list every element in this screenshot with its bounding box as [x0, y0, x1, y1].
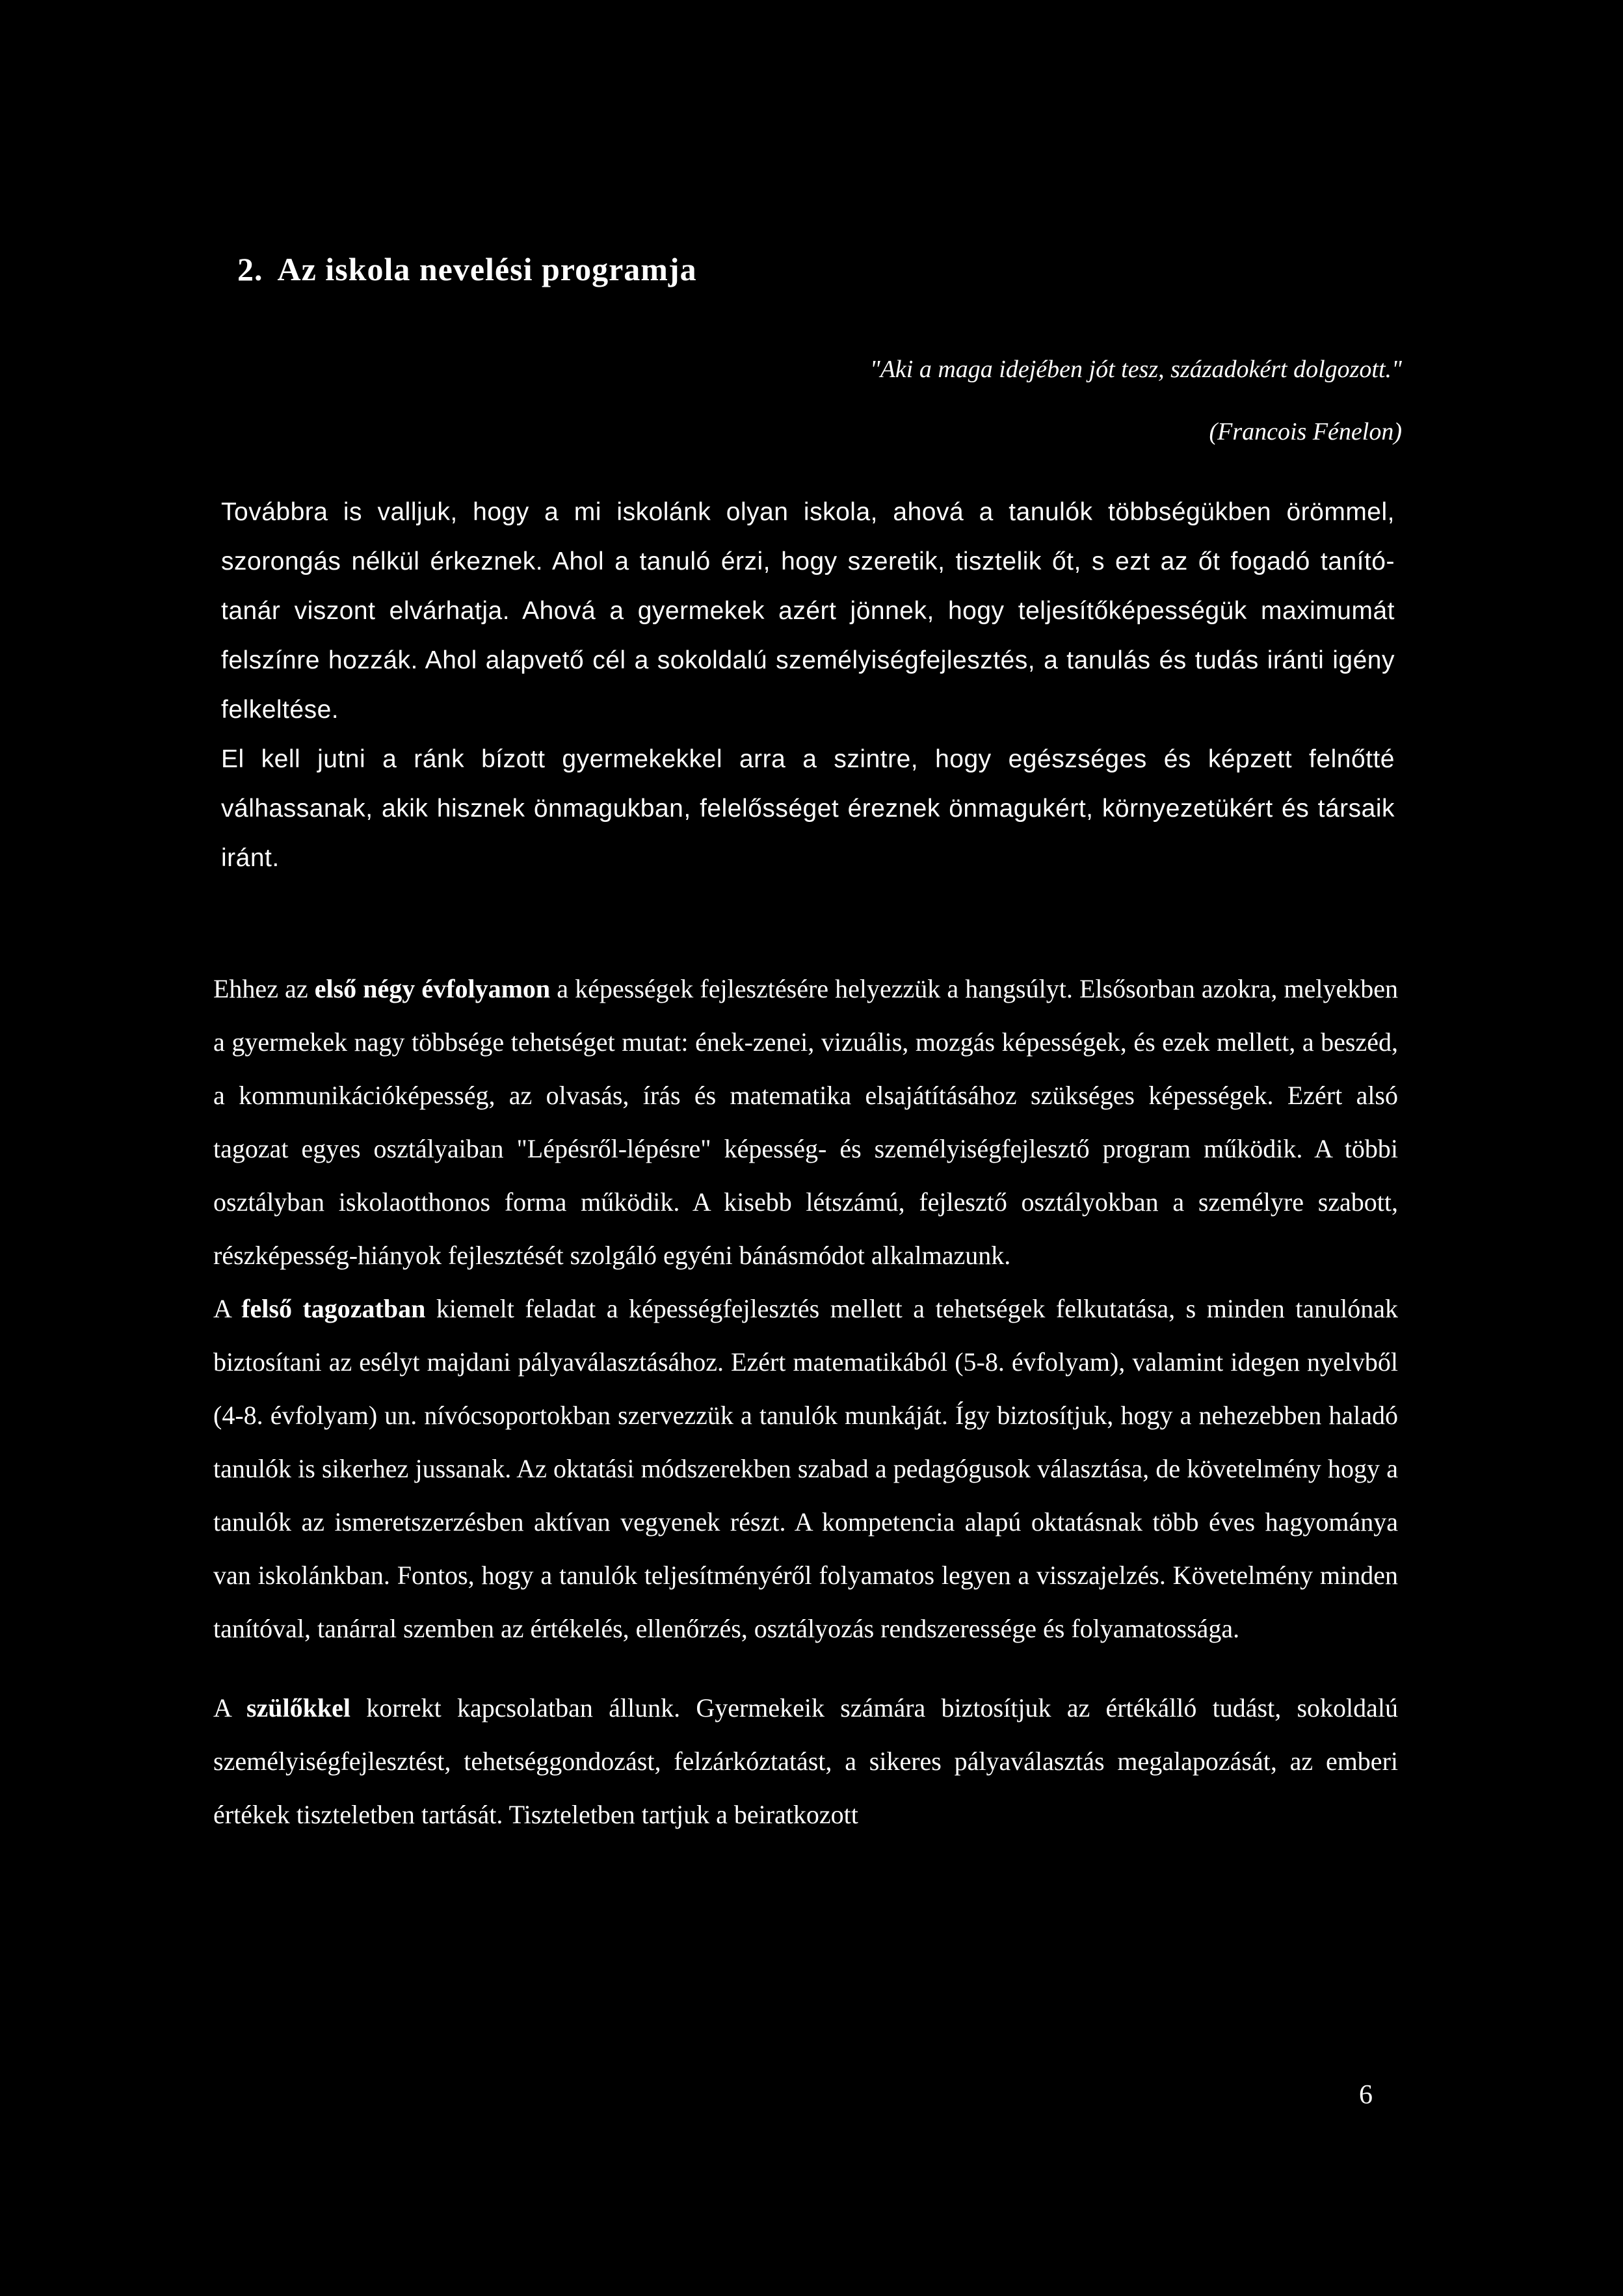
- motto-quote: "Aki a maga idejében jót tesz, századokért dolgozott.": [869, 356, 1402, 383]
- section-heading: [237, 250, 697, 288]
- emphasis-lower-grades: első négy évfolyamon: [314, 974, 551, 1003]
- paragraph-text: A: [213, 1693, 246, 1722]
- intro-paragraph-2: El kell jutni a ránk bízott gyermekekkel arra a szintre, hogy egészséges és képzett felnőtté válhassanak, akik hisznek önmagukban, felelősséget éreznek önmagukért, környezetükért és társaik iránt.: [221, 745, 1395, 872]
- paragraph-upper-grades: [213, 1282, 1398, 1656]
- intro-paragraph-1: Továbbra is valljuk, hogy a mi iskolánk olyan iskola, ahová a tanulók többségükben örömmel, szorongás nélkül érkeznek. Ahol a tanuló érzi, hogy szeretik, tisztelik őt, s ezt az őt fogadó tanító-tanár viszont elvárhatja. Ahová a gyermekek azért jönnek, hogy teljesítőképességük maximumát felszínre hozzák. Ahol alapvető cél a sokoldalú személyiségfejlesztés, a tanulás és tudás iránti igény felkeltése.: [221, 498, 1395, 724]
- emphasis-upper-grades: felső tagozatban: [241, 1294, 426, 1323]
- paragraph-parents: [213, 1682, 1398, 1841]
- paragraph-text: a képességek fejlesztésére helyezzük a hangsúlyt. Elsősorban azokra, melyekben a gyermekek nagy többsége tehetséget mutat: ének-zenei, vizuális, mozgás képességek, és ezek mellett, a beszéd, a kommunikációképesség, az olvasás, írás és matematika elsajátításához szükséges képességek. Ezért alsó tagozat egyes osztályaiban "Lépésről-lépésre" képesség- és személyiségfejlesztő program működik. A többi osztályban iskolaotthonos forma működik. A kisebb létszámú, fejlesztő osztályokban a személyre szabott, részképesség-hiányok fejlesztését szolgáló egyéni bánásmódot alkalmazunk.: [213, 974, 1399, 1270]
- emphasis-parents: szülőkkel: [246, 1693, 350, 1722]
- paragraph-lower-grades: [213, 962, 1398, 1282]
- section-number: 2.: [237, 251, 263, 287]
- intro-section: [221, 488, 1395, 883]
- paragraph-text: korrekt kapcsolatban állunk. Gyermekeik számára biztosítjuk az értékálló tudást, sokoldalú személyiségfejlesztést, tehetséggondozást, felzárkóztatást, a sikeres pályaválasztás megalapozását, az emberi értékek tiszteletben tartását. Tiszteletben tartjuk a beiratkozott: [213, 1693, 1399, 1829]
- motto-author: (Francois Fénelon): [1209, 418, 1402, 445]
- paragraph-text: kiemelt feladat a képességfejlesztés mellett a tehetségek felkutatása, s minden tanulónak biztosítani az esélyt majdani pályaválasztásához. Ezért matematikából (5-8. évfolyam), valamint idegen nyelvből (4-8. évfolyam) un. nívócsoportokban szervezzük a tanulók munkáját. Így biztosítjuk, hogy a nehezebben haladó tanulók is sikerhez jussanak. Az oktatási módszerekben szabad a pedagógusok választása, de követelmény hogy a tanulók az ismeretszerzésben aktívan vegyenek részt. A kompetencia alapú oktatásnak több éves hagyománya van iskolánkban. Fontos, hogy a tanulók teljesítményéről folyamatos legyen a visszajelzés. Követelmény minden tanítóval, tanárral szemben az értékelés, ellenőrzés, osztályozás rendszeressége és folyamatossága.: [213, 1294, 1398, 1643]
- page-number: 6: [1359, 2080, 1373, 2110]
- paragraph-text: A: [213, 1294, 242, 1323]
- main-text: [213, 962, 1398, 1841]
- section-title: Az iskola nevelési programja: [277, 251, 697, 287]
- paragraph-text: Ehhez az: [213, 974, 315, 1003]
- motto: [870, 338, 1402, 463]
